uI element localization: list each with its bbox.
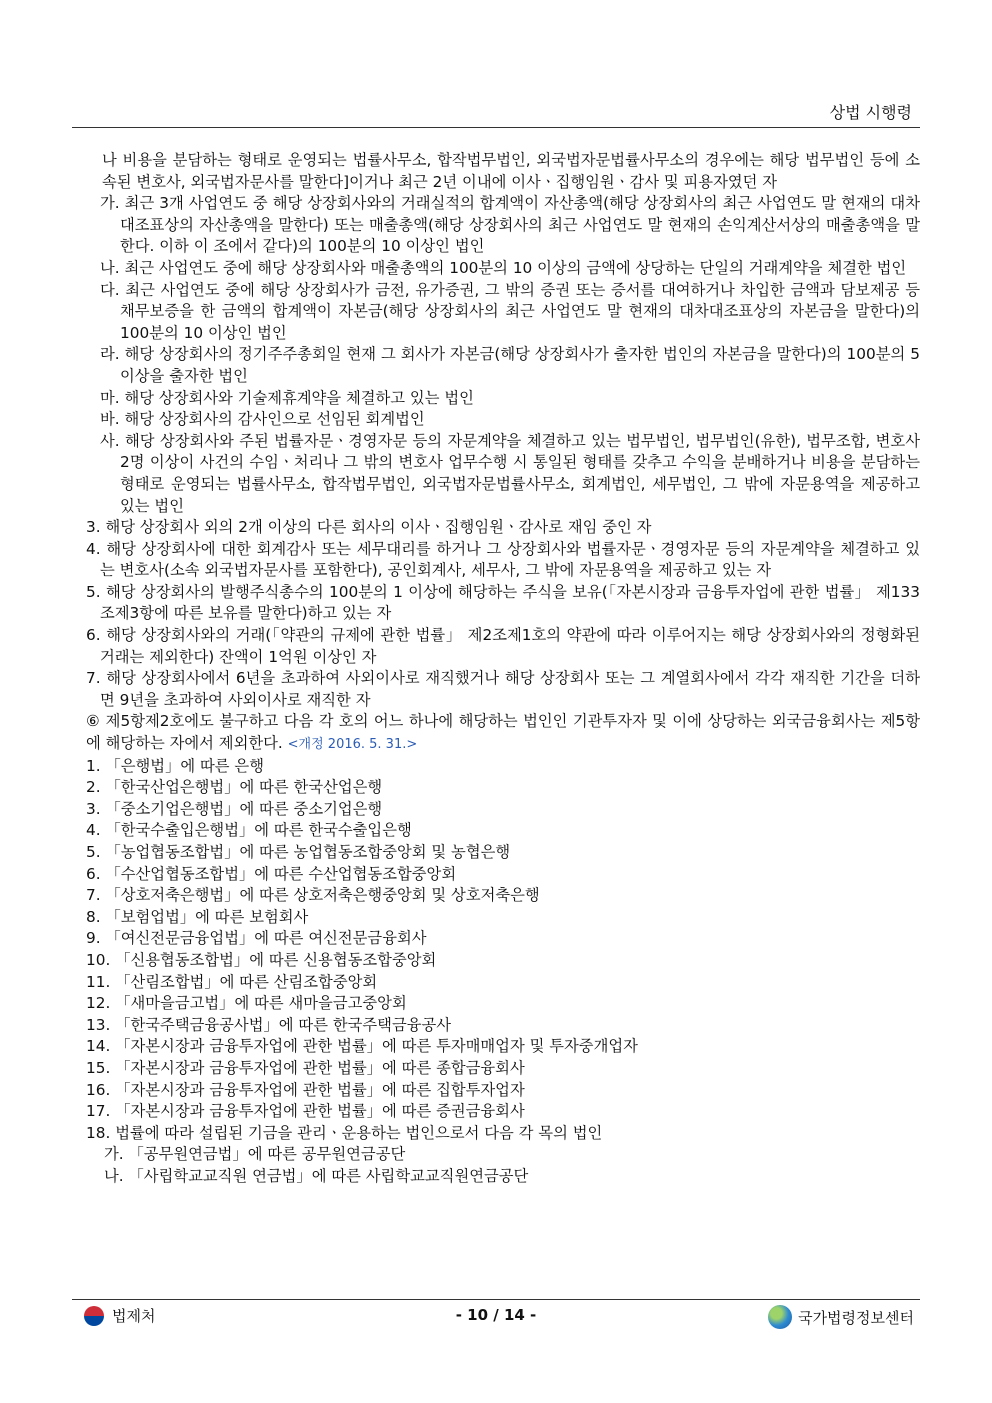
paragraph-text: 9. 「여신전문금융업법」에 따른 여신전문금융회사 bbox=[86, 929, 427, 948]
footer-left-label: 법제처 bbox=[112, 1307, 156, 1325]
amendment-note: <개정 2016. 5. 31.> bbox=[287, 737, 418, 753]
paragraph-text: 라. 해당 상장회사의 정기주주총회일 현재 그 회사가 자본금(해당 상장회사가 출자한 법인의 자본금을 말한다)의 100분의 5 이상을 출자한 법인 bbox=[100, 345, 920, 385]
header-divider bbox=[72, 127, 920, 128]
footer-right-label: 국가법령정보센터 bbox=[798, 1308, 914, 1327]
paragraph bbox=[86, 820, 920, 842]
paragraph bbox=[86, 842, 920, 864]
paragraph-text: 가. 「공무원연금법」에 따른 공무원연금공단 bbox=[104, 1145, 406, 1164]
paragraph bbox=[86, 1101, 920, 1123]
paragraph bbox=[86, 928, 920, 950]
paragraph-text: 15. 「자본시장과 금융투자업에 관한 법률」에 따른 종합금융회사 bbox=[86, 1058, 525, 1077]
footer-right bbox=[768, 1305, 914, 1329]
paragraph bbox=[86, 344, 920, 387]
paragraph-text: 가. 최근 3개 사업연도 중 해당 상장회사와의 거래실적의 합계액이 자산총액(해당 상장회사의 최근 사업연도 말 현재의 대차대조표상의 자산총액을 말한다) 또는 매출총액(해당 상장회사의 최근 사업연도 말 현재의 손익계산서상의 매출총액을 말한다. 이하 이 조에서 같다)의 100분의 10 이상인 법인 bbox=[100, 194, 920, 256]
paragraph bbox=[86, 582, 920, 625]
paragraph bbox=[86, 258, 920, 280]
paragraph-text: 7. 「상호저축은행법」에 따른 상호저축은행중앙회 및 상호저축은행 bbox=[86, 886, 540, 905]
paragraph-text: 13. 「한국주택금융공사법」에 따른 한국주택금융공사 bbox=[86, 1015, 452, 1034]
paragraph-text: 6. 「수산업협동조합법」에 따른 수산업협동조합중앙회 bbox=[86, 864, 457, 883]
paragraph-text: 14. 「자본시장과 금융투자업에 관한 법률」에 따른 투자매매업자 및 투자중개업자 bbox=[86, 1037, 638, 1056]
law-center-logo-icon bbox=[768, 1305, 792, 1329]
paragraph-text: 8. 「보험업법」에 따른 보험회사 bbox=[86, 907, 309, 926]
paragraph-text: 5. 「농업협동조합법」에 따른 농업협동조합중앙회 및 농협은행 bbox=[86, 843, 511, 861]
paragraph bbox=[86, 972, 920, 994]
paragraph bbox=[86, 1123, 920, 1145]
paragraph-text: 2. 「한국산업은행법」에 따른 한국산업은행 bbox=[86, 778, 383, 797]
document-title: 상법 시행령 bbox=[829, 103, 912, 122]
paragraph bbox=[86, 885, 920, 907]
paragraph bbox=[86, 1080, 920, 1102]
paragraph-text: 마. 해당 상장회사와 기술제휴계약을 체결하고 있는 법인 bbox=[100, 388, 474, 407]
paragraph bbox=[86, 777, 920, 799]
paragraph bbox=[86, 280, 920, 345]
paragraph-text: 18. 법률에 따라 설립된 기금을 관리ㆍ운용하는 법인으로서 다음 각 목의 법인 bbox=[86, 1123, 603, 1142]
paragraph bbox=[86, 1036, 920, 1058]
paragraph-text: 다. 최근 사업연도 중에 해당 상장회사가 금전, 유가증권, 그 밖의 증권 또는 증서를 대여하거나 차입한 금액과 담보제공 등 채무보증을 한 금액의 합계액이 자본금(해당 상장회사의 최근 사업연도 말 현재의 대차대조표상의 자본금을 말한다)의 100분의 10 이상인 법인 bbox=[100, 280, 920, 342]
paragraph-text: 사. 해당 상장회사와 주된 법률자문ㆍ경영자문 등의 자문계약을 체결하고 있는 법무법인, 법무법인(유한), 법무조합, 변호사 2명 이상이 사건의 수임ㆍ처리나 그 밖의 변호사 업무수행 시 통일된 형태를 갖추고 수익을 분배하거나 비용을 분담하는 형태로 운영되는 법률사무소, 합작법무법인, 외국법자문법률사무소, 회계법인, 세무법인, 그 밖에 자문용역을 제공하고 있는 법인 bbox=[100, 431, 920, 515]
paragraph-text: 나. 최근 사업연도 중에 해당 상장회사와 매출총액의 100분의 10 이상의 금액에 상당하는 단일의 거래계약을 체결한 법인 bbox=[100, 258, 907, 277]
paragraph bbox=[86, 950, 920, 972]
paragraph bbox=[86, 625, 920, 668]
paragraph-text: ⑥ 제5항제2호에도 불구하고 다음 각 호의 어느 하나에 해당하는 법인인 기관투자자 및 이에 상당하는 외국금융회사는 제5항에 해당하는 자에서 제외한다. bbox=[86, 712, 920, 753]
paragraph bbox=[86, 756, 920, 778]
paragraph-text: 3. 해당 상장회사 외의 2개 이상의 다른 회사의 이사ㆍ집행임원ㆍ감사로 재임 중인 자 bbox=[86, 518, 652, 537]
paragraph bbox=[86, 517, 920, 539]
paragraph-text: 바. 해당 상장회사의 감사인으로 선임된 회계법인 bbox=[100, 410, 425, 429]
paragraph bbox=[86, 1166, 920, 1188]
paragraph bbox=[86, 668, 920, 711]
footer-divider bbox=[72, 1299, 920, 1300]
page-number: - 10 / 14 - bbox=[455, 1306, 537, 1324]
paragraph bbox=[86, 1144, 920, 1166]
document-body bbox=[86, 150, 920, 1188]
paragraph-text: 5. 해당 상장회사의 발행주식총수의 100분의 1 이상에 해당하는 주식을 보유(「자본시장과 금융투자업에 관한 법률」 제133조제3항에 따른 보유를 말한다)하고 있는 자 bbox=[86, 582, 920, 623]
paragraph-text: 3. 「중소기업은행법」에 따른 중소기업은행 bbox=[86, 799, 383, 818]
paragraph bbox=[86, 539, 920, 582]
paragraph-text: 10. 「신용협동조합법」에 따른 신용협동조합중앙회 bbox=[86, 950, 437, 969]
paragraph-text: 4. 「한국수출입은행법」에 따른 한국수출입은행 bbox=[86, 821, 412, 840]
paragraph bbox=[86, 907, 920, 929]
page-footer bbox=[72, 1305, 920, 1331]
paragraph-text: 11. 「산림조합법」에 따른 산림조합중앙회 bbox=[86, 972, 378, 991]
paragraph bbox=[86, 388, 920, 410]
paragraph-text: 16. 「자본시장과 금융투자업에 관한 법률」에 따른 집합투자업자 bbox=[86, 1080, 525, 1099]
paragraph-text: 17. 「자본시장과 금융투자업에 관한 법률」에 따른 증권금융회사 bbox=[86, 1102, 525, 1121]
paragraph bbox=[86, 799, 920, 821]
paragraph bbox=[86, 864, 920, 886]
paragraph-text: 6. 해당 상장회사와의 거래(「약관의 규제에 관한 법률」 제2조제1호의 약관에 따라 이루어지는 해당 상장회사와의 정형화된 거래는 제외한다) 잔액이 1억원 이상인 자 bbox=[86, 626, 920, 666]
paragraph bbox=[86, 711, 920, 755]
paragraph bbox=[86, 1015, 920, 1037]
paragraph bbox=[86, 150, 920, 193]
paragraph bbox=[86, 409, 920, 431]
paragraph-text: 4. 해당 상장회사에 대한 회계감사 또는 세무대리를 하거나 그 상장회사와 법률자문ㆍ경영자문 등의 자문계약을 체결하고 있는 변호사(소속 외국법자문사를 포함한다), 공인회계사, 세무사, 그 밖에 자문용역을 제공하고 있는 자 bbox=[86, 539, 920, 580]
paragraph bbox=[86, 1058, 920, 1080]
paragraph-text: 나. 「사립학교교직원 연금법」에 따른 사립학교교직원연금공단 bbox=[104, 1166, 529, 1185]
paragraph-text: 1. 「은행법」에 따른 은행 bbox=[86, 756, 264, 775]
paragraph-text: 12. 「새마을금고법」에 따른 새마을금고중앙회 bbox=[86, 994, 407, 1013]
paragraph-text: 나 비용을 분담하는 형태로 운영되는 법률사무소, 합작법무법인, 외국법자문법률사무소의 경우에는 해당 법무법인 등에 소속된 변호사, 외국법자문사를 말한다]이거나 최근 2년 이내에 이사ㆍ집행임원ㆍ감사 및 피용자였던 자 bbox=[102, 151, 920, 191]
paragraph-text: 7. 해당 상장회사에서 6년을 초과하여 사외이사로 재직했거나 해당 상장회사 또는 그 계열회사에서 각각 재직한 기간을 더하면 9년을 초과하여 사외이사로 재직한 자 bbox=[86, 669, 920, 709]
paragraph bbox=[86, 993, 920, 1015]
paragraph bbox=[86, 431, 920, 517]
paragraph bbox=[86, 193, 920, 258]
